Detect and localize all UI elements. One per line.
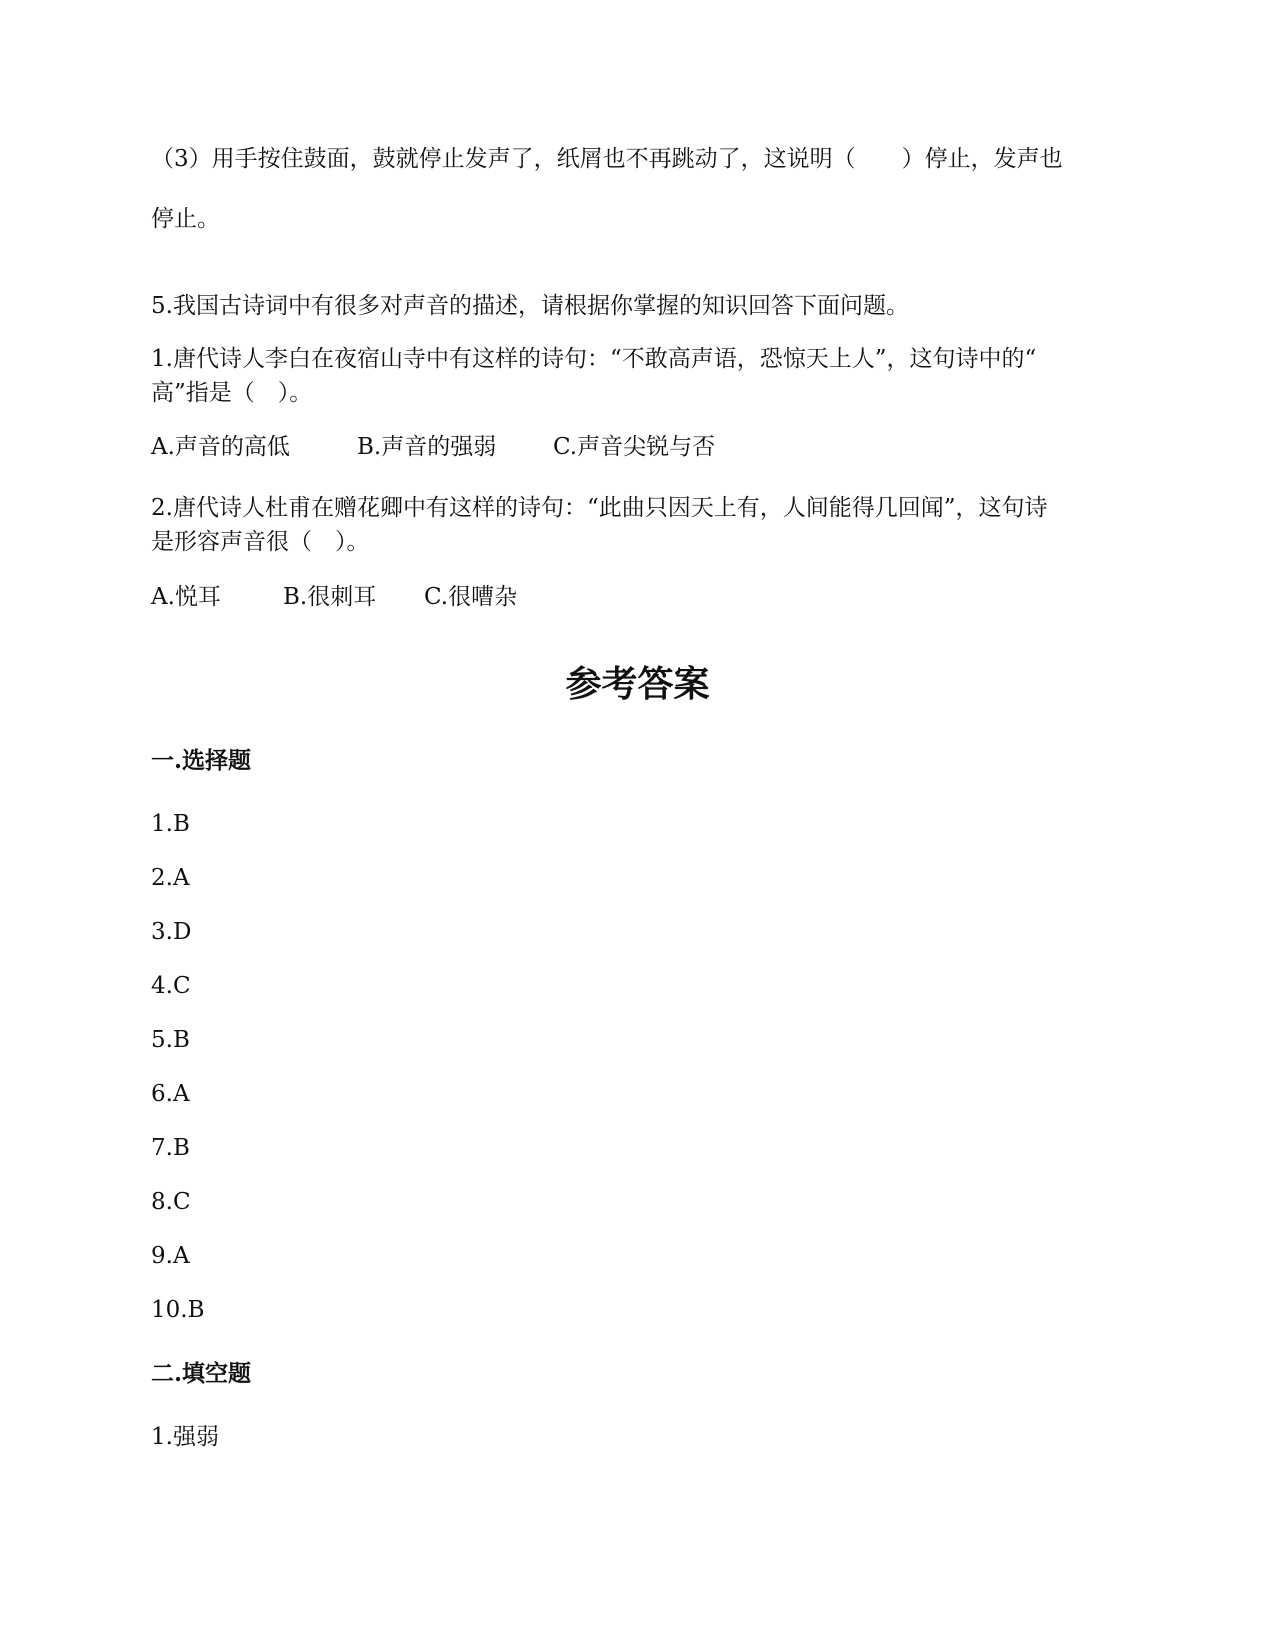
choice-answer: 1.B [151,811,190,837]
question5-stem: 5.我国古诗词中有很多对声音的描述，请根据你掌握的知识回答下面问题。 [151,293,909,319]
question5-sub1-options [151,430,715,464]
question5-sub2-line1: 2.唐代诗人杜甫在赠花卿中有这样的诗句：“此曲只因天上有，人间能得几回闻”，这句诗 [151,495,1048,521]
question-part3-line1: （3）用手按住鼓面，鼓就停止发声了，纸屑也不再跳动了，这说明（ ）停止，发声也 [151,146,1063,172]
choice-answer: 3.D [151,919,192,945]
choice-answer: 5.B [151,1027,190,1053]
choice-answer: 8.C [151,1189,191,1215]
option-b: B.很刺耳 [283,584,377,610]
option-c: C.很嘈杂 [424,584,518,610]
choice-answer: 2.A [151,865,190,891]
option-a: A.声音的高低 [151,434,290,460]
option-c: C.声音尖锐与否 [553,434,716,460]
question5-sub2-line2: 是形容声音很（ ）。 [151,529,370,555]
question5-sub1-line1: 1.唐代诗人李白在夜宿山寺中有这样的诗句：“不敢高声语，恐惊天上人”，这句诗中的“ [151,346,1037,372]
choice-answer: 7.B [151,1135,190,1161]
section-fill-title: 二.填空题 [151,1360,252,1387]
question5-sub2-options [151,580,517,614]
choice-answer: 10.B [151,1297,205,1323]
question-part3-line2: 停止。 [151,206,220,232]
section-choice-title: 一.选择题 [151,747,252,774]
option-b: B.声音的强弱 [357,434,497,460]
fill-answer: 1.强弱 [151,1424,219,1450]
choice-answer: 6.A [151,1081,190,1107]
choice-answer: 4.C [151,973,191,999]
option-a: A.悦耳 [151,584,221,610]
choice-answer: 9.A [151,1243,190,1269]
question5-sub1-line2: 高”指是（ ）。 [151,380,313,406]
answers-title: 参考答案 [565,664,710,705]
